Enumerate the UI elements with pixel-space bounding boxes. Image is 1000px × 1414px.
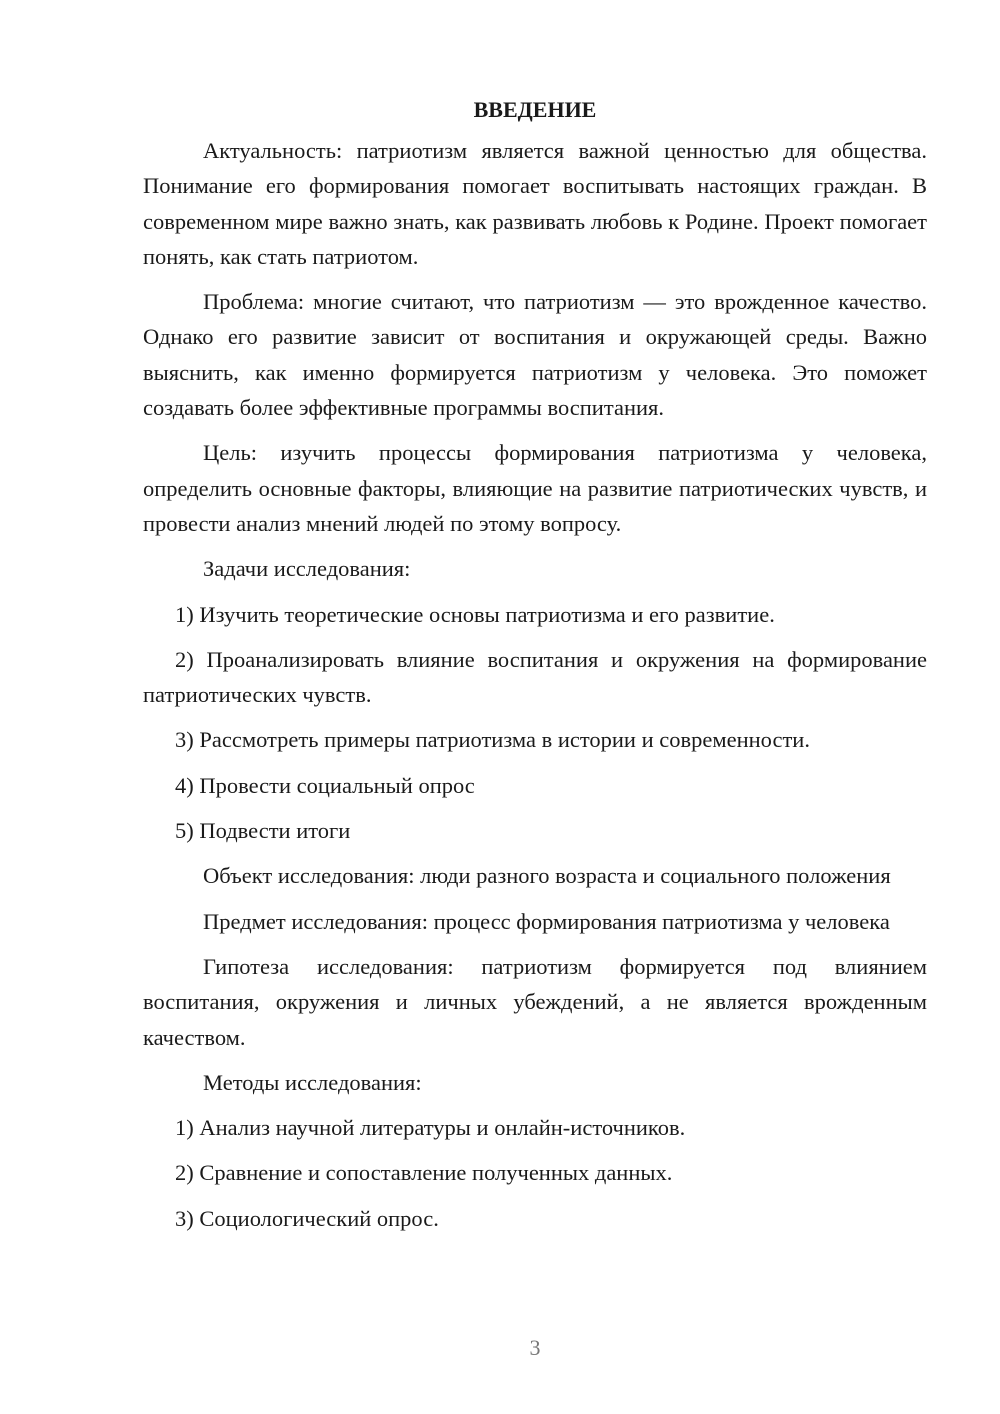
method-item: 2) Сравнение и сопоставление полученных данных. xyxy=(175,1160,673,1186)
tasks-heading: Задачи исследования: xyxy=(203,556,411,582)
methods-heading: Методы исследования: xyxy=(203,1069,422,1095)
section-heading: ВВЕДЕНИЕ xyxy=(473,97,597,122)
object-paragraph: Объект исследования: люди разного возраста и социального положения xyxy=(203,863,891,889)
task-item: 3) Рассмотреть примеры патриотизма в истории и современности. xyxy=(175,727,810,753)
page-content xyxy=(143,92,927,1236)
task-item: 5) Подвести итоги xyxy=(175,818,351,844)
hypothesis-paragraph: Гипотеза исследования: патриотизм формируется под влиянием воспитания, окружения и личных убеждений, а не является врожденным качеством. xyxy=(143,953,927,1050)
task-item: 2) Проанализировать влияние воспитания и окружения на формирование патриотических чувств. xyxy=(143,646,927,708)
method-item: 1) Анализ научной литературы и онлайн-источников. xyxy=(175,1115,686,1141)
subject-paragraph: Предмет исследования: процесс формирования патриотизма у человека xyxy=(203,908,890,934)
task-item: 1) Изучить теоретические основы патриотизма и его развитие. xyxy=(175,601,775,627)
page-number: 3 xyxy=(529,1335,541,1360)
task-item: 4) Провести социальный опрос xyxy=(175,772,475,798)
problem-paragraph: Проблема: многие считают, что патриотизм — это врожденное качество. Однако его развитие зависит от воспитания и окружающей среды. Важно выяснить, как именно формируется патриотизм у человека. Это поможет создавать более эффективные программы воспитания. xyxy=(143,289,927,421)
goal-paragraph: Цель: изучить процессы формирования патриотизма у человека, определить основные факторы, влияющие на развитие патриотических чувств, и провести анализ мнений людей по этому вопросу. xyxy=(143,440,927,536)
relevance-paragraph: Актуальность: патриотизм является важной ценностью для общества. Понимание его формирования помогает воспитывать настоящих граждан. В современном мире важно знать, как развивать любовь к Родине. Проект помогает понять, как стать патриотом. xyxy=(143,138,927,269)
method-item: 3) Социологический опрос. xyxy=(175,1205,439,1231)
